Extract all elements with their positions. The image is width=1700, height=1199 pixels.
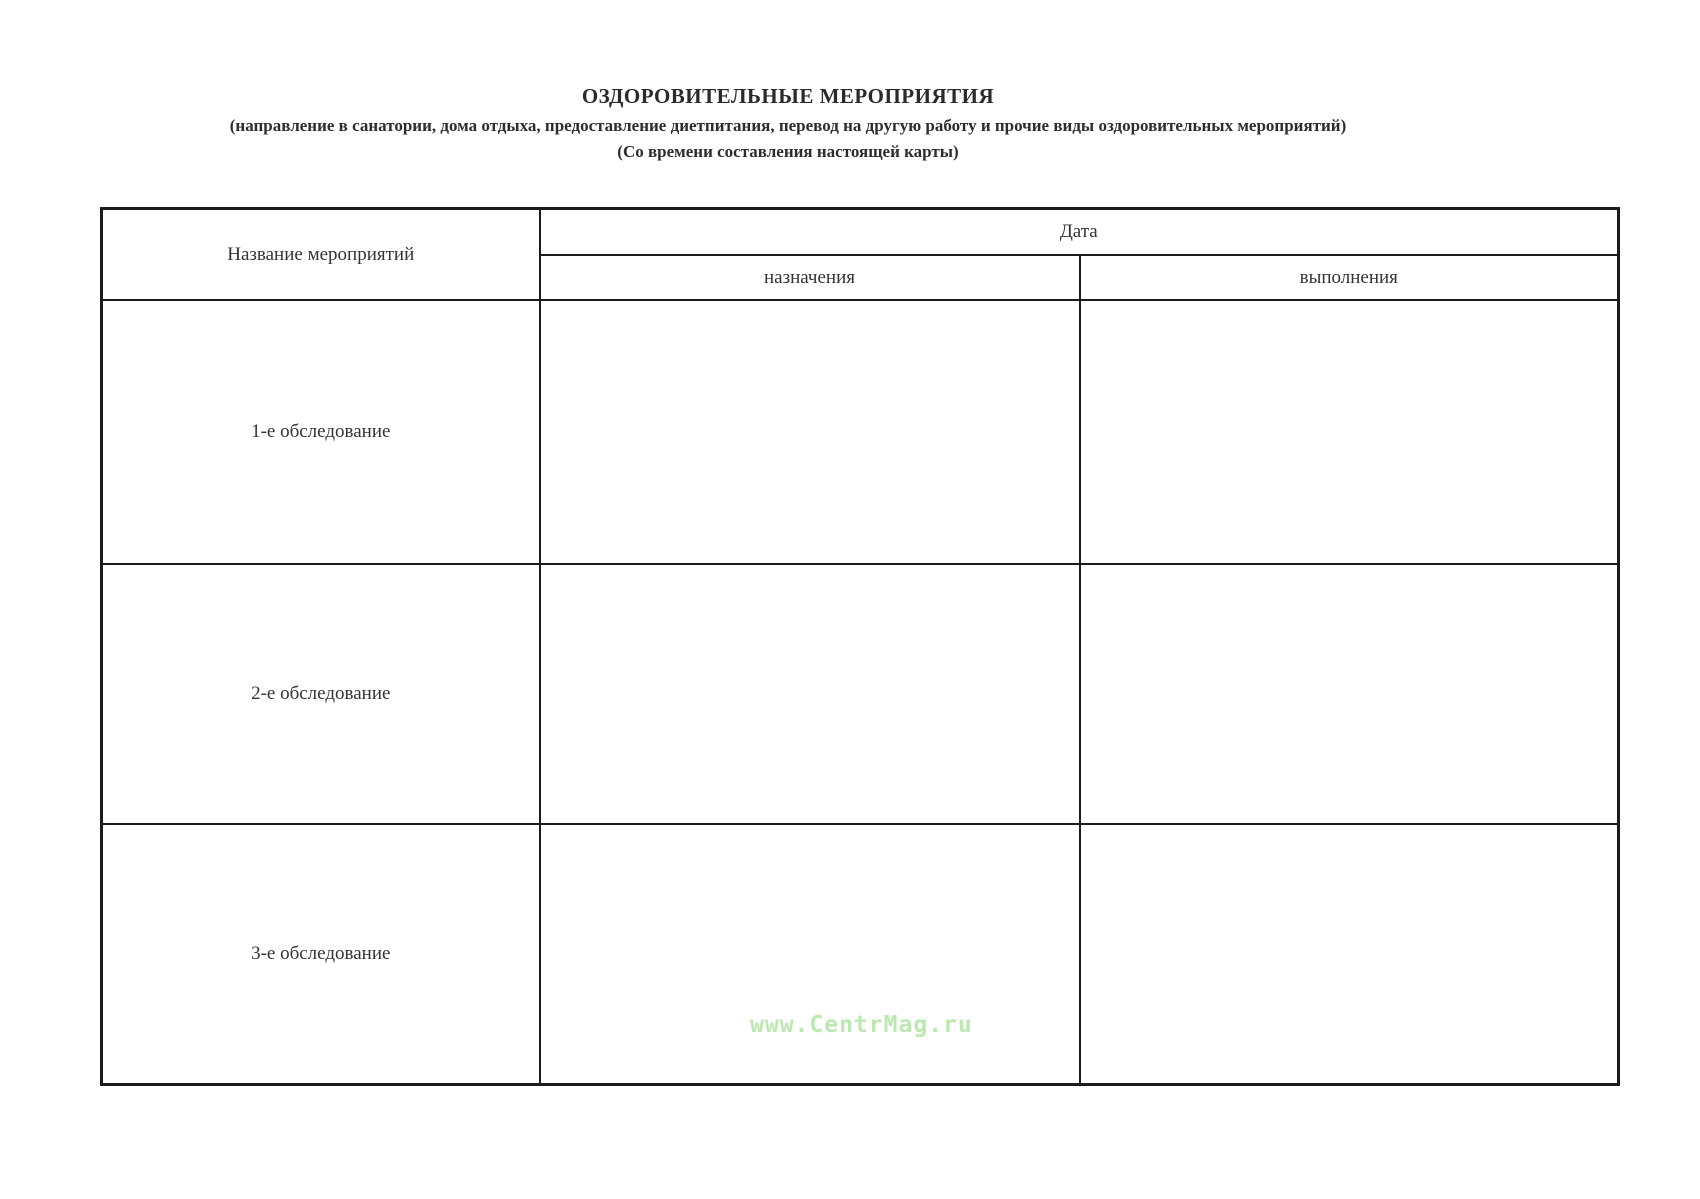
execution-date-cell-3: [1080, 824, 1619, 1085]
appointment-date-cell-1: [540, 300, 1080, 564]
document-heading: [0, 84, 1576, 162]
column-header-appointment-date: назначения: [540, 255, 1080, 300]
table-row: [102, 564, 1619, 824]
table-header-row-group: [102, 209, 1619, 256]
table-row: [102, 824, 1619, 1085]
column-group-header-date: Дата: [540, 209, 1619, 256]
execution-date-cell-2: [1080, 564, 1619, 824]
centrmag-watermark: www.CentrMag.ru: [750, 1012, 973, 1038]
row-label-examination-1: 1-е обследование: [102, 300, 540, 564]
table-row: [102, 300, 1619, 564]
column-header-execution-date: выполнения: [1080, 255, 1619, 300]
page-title: ОЗДОРОВИТЕЛЬНЫЕ МЕРОПРИЯТИЯ: [581, 84, 995, 108]
appointment-date-cell-3: [540, 824, 1080, 1085]
appointment-date-cell-2: [540, 564, 1080, 824]
row-label-examination-2: 2-е обследование: [102, 564, 540, 824]
page-subtitle-line2: (Со времени составления настоящей карты): [617, 142, 959, 161]
page-subtitle: (направление в санатории, дома отдыха, предоставление диетпитания, перевод на другую работу и прочие виды оздоровительных мероприятий): [229, 116, 1347, 135]
execution-date-cell-1: [1080, 300, 1619, 564]
health-measures-table: [100, 207, 1620, 1086]
column-header-event-name: Название мероприятий: [102, 209, 540, 301]
row-label-examination-3: 3-е обследование: [102, 824, 540, 1085]
